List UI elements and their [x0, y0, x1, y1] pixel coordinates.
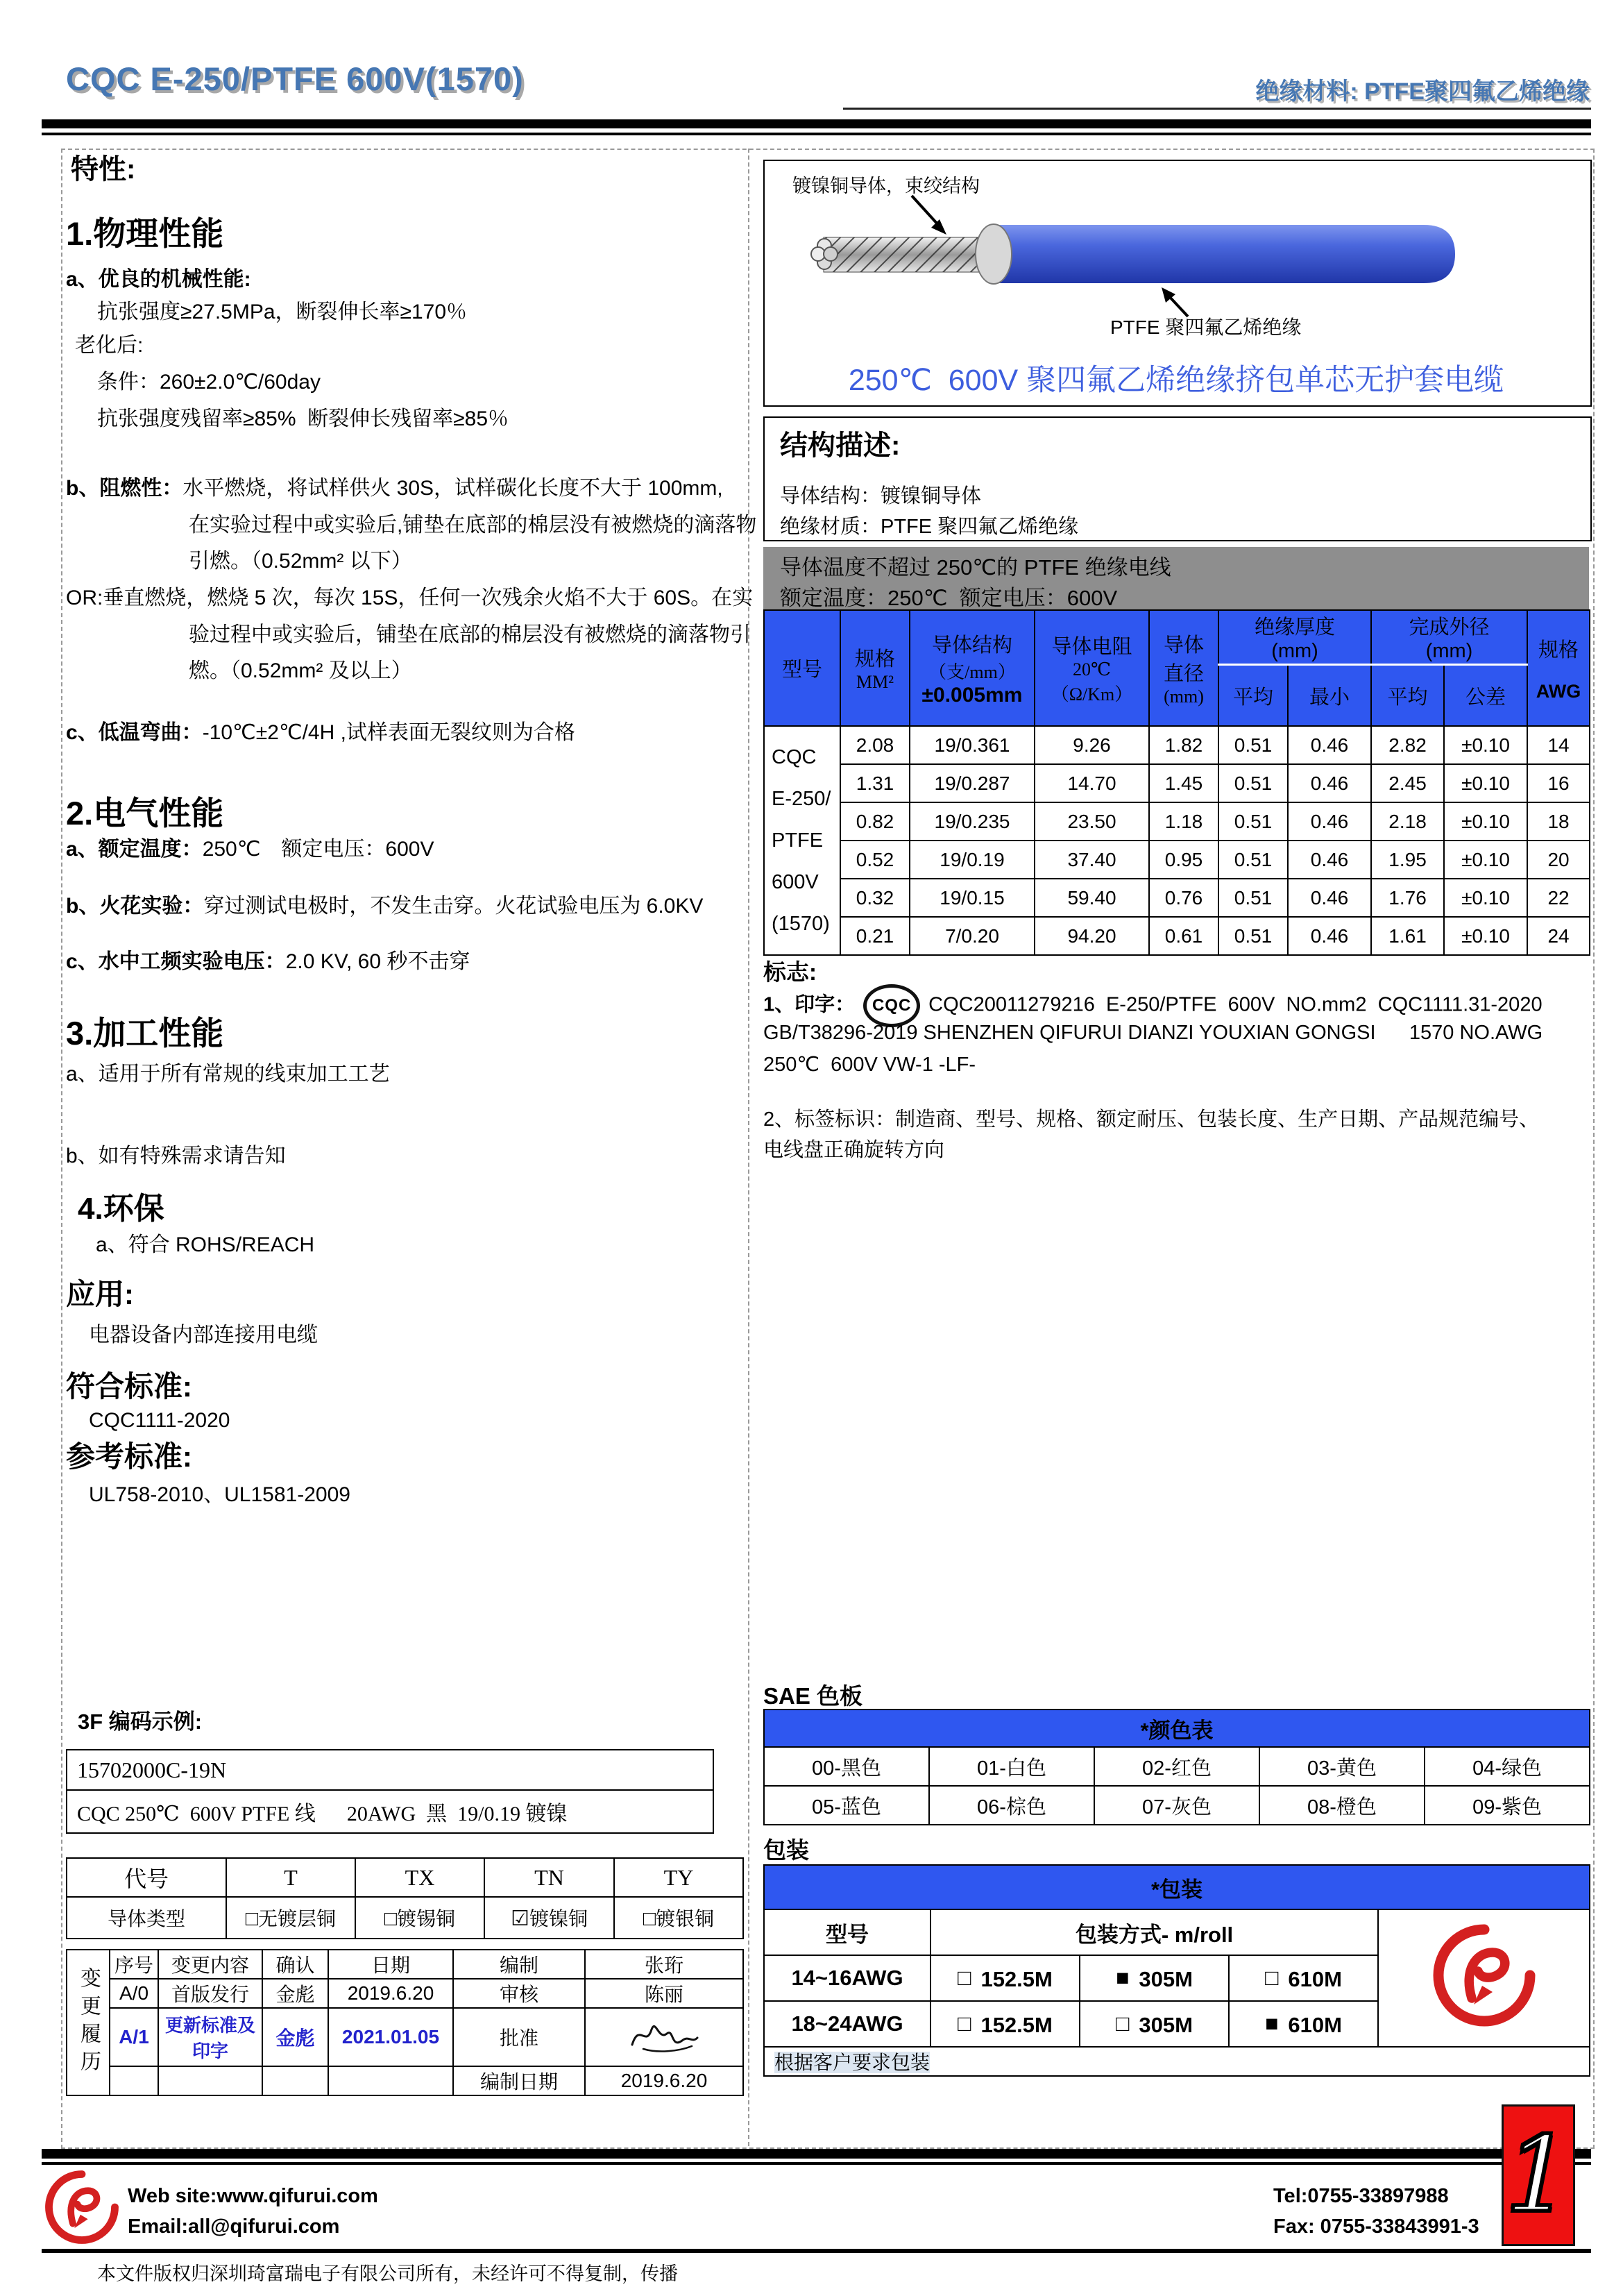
cold-bend-line	[66, 715, 575, 745]
spec-col-diameter-l2: 直径	[1163, 662, 1204, 685]
color-row	[764, 1747, 1590, 1786]
spec-cell: 0.51	[1218, 841, 1288, 879]
cqc-logo-icon: CQC	[863, 984, 920, 1027]
packing-rows	[764, 1909, 1590, 2047]
marking-line-5: 电线盘正确旋转方向	[763, 1139, 945, 1161]
doc-title: CQC E-250/PTFE 600V(1570)	[66, 60, 524, 97]
processing-a: a、适用于所有常规的线束加工工艺	[66, 1063, 390, 1086]
reference-line: UL758-2010、UL1581-2009	[89, 1483, 350, 1506]
spec-cell: 2.82	[1371, 726, 1444, 764]
sae-table-body	[764, 1747, 1590, 1825]
color-table-header-row	[764, 1710, 1590, 1747]
color-table-header: *颜色表	[764, 1710, 1590, 1747]
footer-email[interactable]: Email:all@qifurui.com	[128, 2215, 340, 2238]
conductor-col-tn: TN	[484, 1858, 614, 1897]
code-example-box	[66, 1749, 714, 1834]
spec-row	[764, 764, 1590, 802]
spec-cell: 9.26	[1035, 726, 1149, 764]
rohs-line: a、符合 ROHS/REACH	[96, 1233, 315, 1256]
spec-cell: 0.76	[1149, 879, 1218, 917]
packing-length: 152.5M	[980, 1966, 1053, 1991]
conductor-col-t: T	[226, 1858, 355, 1897]
marking-line-2: GB/T38296-2019 SHENZHEN QIFURUI DIANZI YOUXIAN GONGSI 1570 NO.AWG	[763, 1022, 1543, 1044]
packing-length: 152.5M	[980, 2012, 1053, 2037]
section-4-heading: 4.环保	[78, 1192, 164, 1226]
spec-cell: ±0.10	[1444, 879, 1527, 917]
conductor-row-label: 导体类型	[67, 1897, 226, 1939]
flame-or-line-2: 验过程中或实验后，铺垫在底部的棉层没有被燃烧的滴落物引	[189, 623, 751, 646]
cold-bend-text: -10℃±2℃/4H ,试样表面无裂纹则为合格	[202, 721, 575, 744]
spec-cell: 1.82	[1149, 726, 1218, 764]
spec-cell: ±0.10	[1444, 726, 1527, 764]
spec-cell: 2.45	[1371, 764, 1444, 802]
spark-test-label: b、火花实验：	[66, 895, 204, 918]
spec-cell: 0.82	[840, 802, 910, 841]
rating-banner	[763, 547, 1589, 609]
conductor-option-label: 无镀层铜	[258, 1908, 337, 1930]
spec-col-resistance-l2: 20℃	[1072, 659, 1112, 679]
checkbox-unchecked-icon: □	[958, 2010, 971, 2036]
conductor-type-row	[67, 1897, 743, 1939]
spec-cell: ±0.10	[1444, 764, 1527, 802]
packing-option-cell	[1080, 2001, 1229, 2047]
spec-header-row-1	[764, 610, 1590, 665]
page-number: 1	[1505, 2115, 1572, 2236]
spec-sub-avg: 平均	[1218, 665, 1288, 727]
conductor-option-tinned	[355, 1897, 484, 1939]
color-table	[763, 1709, 1590, 1825]
conductor-option-bare	[226, 1897, 355, 1939]
packing-table	[763, 1864, 1590, 2077]
history-cell: 2019.6.20	[585, 2066, 743, 2095]
history-cell: 更新标准及印字	[158, 2008, 262, 2066]
cable-title: 250℃ 600V 聚四氟乙烯绝缘挤包单芯无护套电缆	[848, 364, 1504, 397]
footer-rule-thick	[42, 2149, 1591, 2159]
history-cell: 日期	[328, 1950, 453, 1979]
spark-test-line	[66, 888, 703, 919]
spec-cell: 19/0.15	[910, 879, 1035, 917]
color-cell: 09-紫色	[1425, 1786, 1590, 1825]
footer-brand-logo-icon	[44, 2170, 119, 2245]
rated-temp-line	[66, 832, 434, 862]
spec-cell: 19/0.361	[910, 726, 1035, 764]
history-cell: 金彪	[262, 1979, 328, 2008]
history-cell: 首版发行	[158, 1979, 262, 2008]
marking-print-label: 1、印字：	[763, 993, 856, 1016]
subtitle-underline	[843, 108, 1591, 110]
application-line: 电器设备内部连接用电缆	[89, 1324, 318, 1347]
code-example-code: 15702000C-19N	[67, 1750, 713, 1791]
checkbox-unchecked-icon: □	[384, 1907, 398, 1930]
history-cell: 金彪	[262, 2008, 328, 2066]
spec-cell: ±0.10	[1444, 841, 1527, 879]
conductor-option-silver	[614, 1897, 743, 1939]
color-row	[764, 1786, 1590, 1825]
conductor-type-header-row	[67, 1858, 743, 1897]
spec-cell: 0.46	[1288, 917, 1371, 955]
color-cell: 04-绿色	[1425, 1747, 1590, 1786]
rated-temp-label: a、额定温度：	[66, 838, 203, 861]
history-cell: A/1	[110, 2008, 158, 2066]
checkbox-unchecked-icon: □	[958, 1964, 971, 1990]
flame-line-1	[66, 471, 723, 501]
section-1-heading: 1.物理性能	[66, 215, 224, 252]
spec-cell: 1.18	[1149, 802, 1218, 841]
header-rule-thin	[42, 133, 1591, 135]
history-cell: 编制	[453, 1950, 585, 1979]
spec-model-line: PTFE	[772, 829, 824, 852]
checkbox-unchecked-icon: □	[1116, 2010, 1130, 2036]
conductor-col-code: 代号	[67, 1858, 226, 1897]
section-2-heading: 2.电气性能	[66, 795, 224, 832]
spec-cell: 1.95	[1371, 841, 1444, 879]
spec-cell: 23.50	[1035, 802, 1149, 841]
spec-cell: 22	[1527, 879, 1590, 917]
spec-group-od-l1: 完成外径	[1409, 616, 1490, 639]
spec-model-cell	[764, 726, 840, 955]
spec-cell: 24	[1527, 917, 1590, 955]
footer-tel: Tel:0755-33897988	[1273, 2185, 1449, 2207]
spec-cell: 14.70	[1035, 764, 1149, 802]
color-cell: 02-红色	[1094, 1747, 1259, 1786]
spec-cell: 0.51	[1218, 802, 1288, 841]
specification-table	[763, 609, 1590, 956]
history-row-date	[67, 2066, 743, 2095]
structure-line-2: 绝缘材质：PTFE 聚四氟乙烯绝缘	[780, 516, 1079, 538]
spec-row	[764, 879, 1590, 917]
banner-line-1: 导体温度不超过 250℃的 PTFE 绝缘电线	[780, 555, 1171, 580]
packing-length: 305M	[1139, 2012, 1193, 2037]
spec-col-size-l2: MM²	[856, 672, 894, 692]
packing-note-cell	[764, 2047, 1590, 2076]
spec-cell: 0.51	[1218, 764, 1288, 802]
spec-cell: 0.52	[840, 841, 910, 879]
history-cell: 2021.01.05	[328, 2008, 453, 2066]
spec-sub-avg: 平均	[1371, 665, 1444, 727]
history-cell: 序号	[110, 1950, 158, 1979]
packing-option-cell	[931, 2001, 1080, 2047]
spec-cell: 0.46	[1288, 764, 1371, 802]
brand-logo-icon	[1432, 1923, 1536, 2027]
spec-col-size-l1: 规格	[854, 648, 895, 670]
spec-cell: 20	[1527, 841, 1590, 879]
spec-cell: 1.76	[1371, 879, 1444, 917]
color-cell: 03-黄色	[1259, 1747, 1425, 1786]
packing-cols-row	[764, 1909, 1590, 1955]
spec-model-line: E-250/	[772, 788, 831, 810]
spec-sub-min: 最小	[1288, 665, 1371, 727]
history-cell: 批准	[453, 2008, 585, 2066]
features-heading: 特性:	[71, 154, 136, 185]
spec-model-line: 600V	[772, 871, 819, 893]
spec-col-resistance-l1: 导体电阻	[1051, 635, 1132, 658]
spec-cell: 2.18	[1371, 802, 1444, 841]
history-cell	[110, 2066, 158, 2095]
water-test-text: 2.0 KV, 60 秒不击穿	[285, 950, 470, 973]
packing-note-row	[764, 2047, 1590, 2076]
spec-cell: 0.51	[1218, 917, 1288, 955]
spec-row	[764, 726, 1590, 764]
history-side-label: 变更履历	[67, 1950, 110, 2095]
reference-heading: 参考标准:	[66, 1440, 192, 1473]
insulation-shape	[994, 225, 1455, 283]
spec-table-body	[764, 726, 1590, 955]
spec-col-awg-l2: AWG	[1536, 680, 1581, 702]
spec-cell: 0.51	[1218, 726, 1288, 764]
spec-cell: 16	[1527, 764, 1590, 802]
banner-line-2: 额定温度：250℃ 额定电压：600V	[780, 586, 1118, 610]
history-cell: 2019.6.20	[328, 1979, 453, 2008]
spec-cell: 1.61	[1371, 917, 1444, 955]
packing-option-cell	[931, 1955, 1080, 2001]
conductor-type-table	[66, 1857, 744, 1939]
spec-col-diameter-l3: (mm)	[1164, 686, 1204, 707]
history-cell: A/0	[110, 1979, 158, 2008]
spec-cell: 0.95	[1149, 841, 1218, 879]
history-cell: 陈丽	[585, 1979, 743, 2008]
spec-group-insulation-l1: 绝缘厚度	[1255, 616, 1336, 639]
spec-model-line: (1570)	[772, 913, 830, 935]
spec-col-resistance-l3: （Ω/Km）	[1051, 684, 1133, 704]
spec-cell: 0.46	[1288, 841, 1371, 879]
structure-heading: 结构描述:	[780, 430, 901, 461]
sae-heading: SAE 色板	[763, 1683, 863, 1709]
tensile-line: 抗张强度≥27.5MPa，断裂伸长率≥170％	[97, 301, 468, 323]
color-cell: 07-灰色	[1094, 1786, 1259, 1825]
spec-cell: 7/0.20	[910, 917, 1035, 955]
spec-cell: 0.32	[840, 879, 910, 917]
history-cell: 变更内容	[158, 1950, 262, 1979]
checkbox-checked-icon: ■	[1116, 1964, 1130, 1990]
history-cell: 编制日期	[453, 2066, 585, 2095]
spec-cell: 0.46	[1288, 879, 1371, 917]
spec-group-insulation	[1218, 610, 1371, 665]
flame-or-line-1: OR:垂直燃烧，燃烧 5 次，每次 15S，任何一次残余火焰不大于 60S。在实	[66, 586, 754, 609]
packing-length: 610M	[1288, 2012, 1342, 2037]
spec-cell: 0.46	[1288, 726, 1371, 764]
marking-line-3: 250℃ 600V VW-1 -LF-	[763, 1054, 976, 1076]
spec-col-size	[840, 610, 910, 726]
history-cell	[262, 2066, 328, 2095]
history-cell	[158, 2066, 262, 2095]
packing-option-cell	[1229, 1955, 1378, 2001]
spec-cell: 2.08	[840, 726, 910, 764]
spec-cell: ±0.10	[1444, 802, 1527, 841]
aging-residual: 抗张强度残留率≥85% 断裂伸长残留率≥85％	[97, 407, 509, 430]
spec-row	[764, 841, 1590, 879]
conductor-col-ty: TY	[614, 1858, 743, 1897]
footer-bottom-rule	[42, 2249, 1591, 2253]
insulation-callout-label: PTFE 聚四氟乙烯绝缘	[1110, 316, 1302, 338]
page-number-badge	[1502, 2104, 1575, 2246]
rated-temp-text: 250℃ 额定电压：600V	[202, 838, 434, 861]
processing-b: b、如有特殊需求请告知	[66, 1145, 286, 1167]
spec-cell: 19/0.235	[910, 802, 1035, 841]
spec-row	[764, 917, 1590, 955]
cable-illustration-box	[763, 160, 1592, 407]
code-example-desc: CQC 250℃ 600V PTFE 线 20AWG 黑 19/0.19 镀镍	[77, 1803, 568, 1825]
spec-cell: 0.21	[840, 917, 910, 955]
spec-col-diameter	[1149, 610, 1218, 726]
structure-box	[763, 416, 1592, 541]
mechanical-label: a、优良的机械性能:	[66, 268, 251, 291]
spec-col-resistance	[1035, 610, 1149, 726]
packing-length: 610M	[1288, 1966, 1342, 1991]
spec-cell: 18	[1527, 802, 1590, 841]
spec-col-structure	[910, 610, 1035, 726]
conductor-arrow	[912, 196, 940, 226]
spec-col-model: 型号	[764, 610, 840, 726]
packing-length: 305M	[1139, 1966, 1193, 1991]
water-test-line	[66, 944, 470, 974]
spec-sub-tol: 公差	[1444, 665, 1527, 727]
spec-group-od-l2: (mm)	[1425, 640, 1473, 662]
spec-col-diameter-l1: 导体	[1163, 634, 1204, 657]
packing-col-model: 型号	[764, 1909, 931, 1955]
color-cell: 01-白色	[929, 1747, 1094, 1786]
checkbox-checked-icon: ☑	[511, 1907, 529, 1930]
change-history-table	[66, 1949, 744, 2096]
packing-model-cell: 18~24AWG	[764, 2001, 931, 2047]
conductor-option-label: 镀锡铜	[397, 1908, 456, 1930]
cold-bend-label: c、低温弯曲：	[66, 721, 203, 744]
color-cell: 08-橙色	[1259, 1786, 1425, 1825]
spec-row	[764, 802, 1590, 841]
standards-heading: 符合标准:	[66, 1370, 192, 1403]
spec-cell: 1.45	[1149, 764, 1218, 802]
footer-fax: Fax: 0755-33843991-3	[1273, 2215, 1479, 2238]
packing-option-cell	[1229, 2001, 1378, 2047]
spark-test-text: 穿过测试电极时，不发生击穿。火花试验电压为 6.0KV	[203, 895, 704, 918]
packing-logo-cell	[1378, 1909, 1590, 2047]
copyright-line: 本文件版权归深圳琦富瑞电子有限公司所有，未经许可不得复制，传播	[97, 2263, 678, 2284]
spec-col-awg	[1527, 610, 1590, 726]
spec-cell: 37.40	[1035, 841, 1149, 879]
packing-table-header-row	[764, 1865, 1590, 1909]
footer-rule-thin	[42, 2162, 1591, 2165]
structure-line-1: 导体结构：镀镍铜导体	[780, 485, 982, 507]
application-heading: 应用:	[66, 1278, 134, 1310]
spec-col-structure-l2: （支/mm）	[928, 661, 1016, 682]
spec-cell: 94.20	[1035, 917, 1149, 955]
checkbox-unchecked-icon: □	[1265, 1964, 1279, 1990]
spec-group-od	[1371, 610, 1527, 665]
checkbox-checked-icon: ■	[1265, 2010, 1279, 2036]
history-cell: 确认	[262, 1950, 328, 1979]
conductor-callout-label: 镀镍铜导体，束绞结构	[792, 176, 980, 196]
spec-col-awg-l1: 规格	[1538, 639, 1579, 661]
packing-option-cell	[1080, 1955, 1229, 2001]
spec-col-structure-l1: 导体结构	[931, 634, 1012, 657]
header-rule-thick	[42, 119, 1591, 128]
spec-cell: 19/0.287	[910, 764, 1035, 802]
spec-cell: 14	[1527, 726, 1590, 764]
history-row-a0	[67, 1979, 743, 2008]
history-row-a1	[67, 2008, 743, 2066]
signature-icon	[622, 2013, 706, 2057]
standards-line: CQC1111-2020	[89, 1409, 230, 1432]
color-cell: 05-蓝色	[764, 1786, 929, 1825]
history-cell	[328, 2066, 453, 2095]
history-cell: 张珩	[585, 1950, 743, 1979]
checkbox-unchecked-icon: □	[643, 1907, 656, 1930]
packing-note-body	[764, 2047, 1590, 2076]
conductor-col-tx: TX	[355, 1858, 484, 1897]
history-cell: 审核	[453, 1979, 585, 2008]
approval-signature	[585, 2008, 743, 2066]
packing-note-text: 根据客户要求包装	[774, 2052, 931, 2073]
spec-cell: 0.51	[1218, 879, 1288, 917]
packing-table-header: *包装	[764, 1865, 1590, 1909]
marking-heading: 标志:	[763, 959, 817, 985]
packing-heading: 包装	[763, 1837, 809, 1863]
marking-line-1	[763, 984, 1589, 1027]
spec-cell: 0.46	[1288, 802, 1371, 841]
packing-col-method: 包装方式- m/roll	[931, 1909, 1378, 1955]
spec-cell: 19/0.19	[910, 841, 1035, 879]
spec-model-line: CQC	[772, 746, 817, 768]
section-3-heading: 3.加工性能	[66, 1015, 224, 1052]
spec-cell: 0.61	[1149, 917, 1218, 955]
footer-website[interactable]: Web site:www.qifurui.com	[128, 2185, 378, 2207]
doc-subtitle: 绝缘材料: PTFE聚四氟乙烯绝缘	[1255, 78, 1590, 105]
history-header-row	[67, 1950, 743, 1979]
conductor-option-label: 镀镍铜	[529, 1908, 588, 1930]
spec-group-insulation-l2: (mm)	[1271, 640, 1318, 662]
aging-condition: 条件：260±2.0℃/60day	[97, 371, 321, 394]
spec-cell: ±0.10	[1444, 917, 1527, 955]
packing-model-cell: 14~16AWG	[764, 1955, 931, 2001]
flame-line-3: 引燃。（0.52mm² 以下）	[189, 550, 412, 573]
flame-or-line-3: 燃。（0.52mm² 及以上）	[189, 659, 412, 682]
flame-text-1: 水平燃烧，将试样供火 30S，试样碳化长度不大于 100mm,	[182, 477, 723, 500]
spec-col-structure-l3: ±0.005mm	[921, 683, 1023, 707]
aging-label: 老化后:	[75, 334, 144, 357]
spec-cell: 1.31	[840, 764, 910, 802]
checkbox-unchecked-icon: □	[245, 1907, 259, 1930]
water-test-label: c、水中工频实验电压：	[66, 950, 286, 973]
color-cell: 00-黑色	[764, 1747, 929, 1786]
spec-cell: 59.40	[1035, 879, 1149, 917]
column-divider	[748, 149, 749, 2146]
marking-print-text: CQC20011279216 E-250/PTFE 600V NO.mm2 CQC1111.31-2020	[928, 993, 1543, 1016]
flame-label: b、阻燃性：	[66, 477, 183, 500]
conductor-option-nickel	[484, 1897, 614, 1939]
code-example-heading: 3F 编码示例:	[78, 1710, 203, 1734]
flame-line-2: 在实验过程中或实验后,铺垫在底部的棉层没有被燃烧的滴落物	[189, 514, 757, 537]
conductor-option-label: 镀银铜	[656, 1908, 715, 1930]
color-cell: 06-棕色	[929, 1786, 1094, 1825]
marking-line-4: 2、标签标识：制造商、型号、规格、额定耐压、包装长度、生产日期、产品规范编号、	[763, 1108, 1540, 1131]
